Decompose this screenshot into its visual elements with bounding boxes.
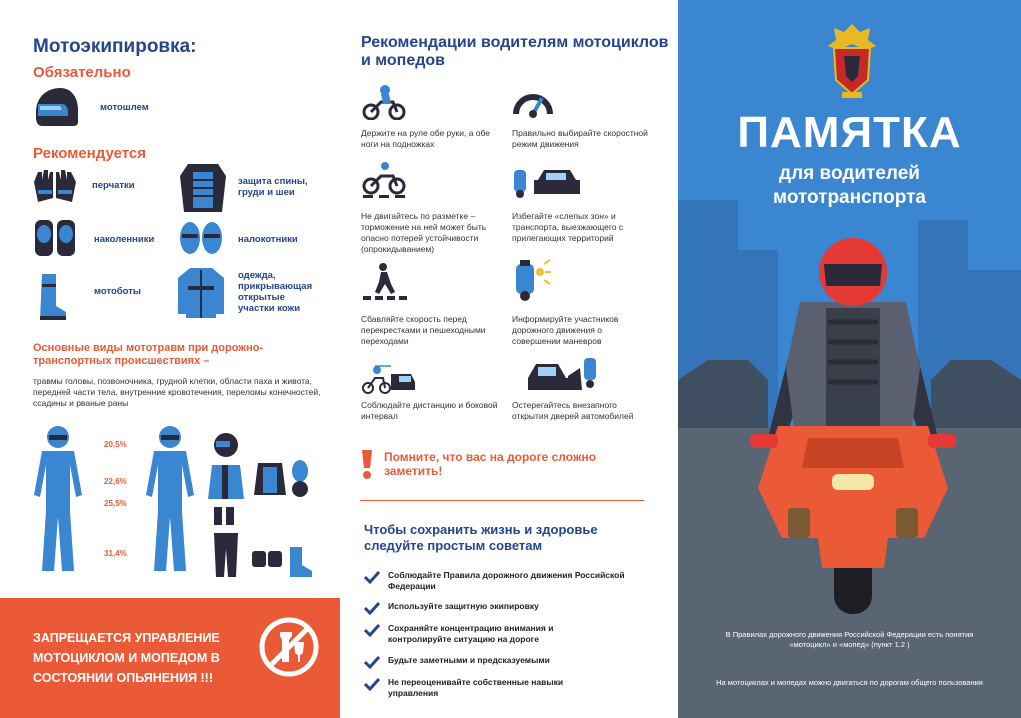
- mandatory-heading: Обязательно: [33, 64, 131, 81]
- speedometer-icon: [512, 84, 554, 118]
- rec-blind-zones: Избегайте «слепых зон» и транспорта, выезжающего с прилегающих территорий: [512, 211, 624, 243]
- recommendations-panel: [340, 0, 678, 718]
- blind-zone-icon: [512, 166, 582, 200]
- injuries-title: Основные виды мототравм при дорожно-транспортных происшествиях –: [33, 342, 264, 367]
- gloves-icon: [32, 168, 78, 204]
- pct-limbs: 31,4%: [104, 549, 127, 558]
- back-protection-label: защита спины, груди и шеи: [238, 176, 308, 198]
- equipment-title: Мотоэкипировка:: [33, 36, 197, 57]
- elbow-pads-icon: [178, 218, 224, 258]
- cover-title: ПАМЯТКА: [737, 108, 962, 157]
- exclamation-icon: [360, 448, 374, 480]
- helmet-label: мотошлем: [100, 102, 149, 113]
- boots-icon: [36, 272, 68, 322]
- knee-pads-icon: [33, 216, 77, 260]
- gloves-label: перчатки: [92, 180, 135, 191]
- police-emblem-icon: [826, 22, 878, 102]
- rec-marking: Не двигайтесь по разметке – торможение на ней может быть опасно потерей устойчивости (опрокидыванием): [361, 211, 487, 254]
- knee-pads-label: наколенники: [94, 234, 155, 245]
- cover-subtitle-line2: мототранспорта: [773, 187, 926, 208]
- cover-panel: [678, 0, 1021, 718]
- tip-text: Сохраняйте концентрацию внимания и контролируйте ситуацию на дороге: [388, 623, 554, 644]
- divider: [360, 500, 644, 501]
- check-icon: [364, 570, 380, 584]
- motorcyclist-illustration: [748, 238, 958, 618]
- check-icon: [364, 677, 380, 691]
- tip-text: Будьте заметными и предсказуемыми: [388, 655, 550, 665]
- cover-note-1: В Правилах дорожного движения Российской Федерации есть понятия «мотоцикл» и «мопед» (пункт 1.2 ): [725, 630, 974, 649]
- tip-text: Используйте защитную экипировку: [388, 601, 539, 611]
- clothes-label: одежда, прикрывающая открытые участки кожи: [238, 270, 313, 314]
- check-icon: [364, 655, 380, 669]
- rec-distance: Соблюдайте дистанцию и боковой интервал: [361, 400, 498, 421]
- rec-signals: Информируйте участников дорожного движения о совершении маневров: [512, 314, 619, 346]
- no-alcohol-icon: [258, 616, 320, 678]
- pct-chest: 22,6%: [104, 477, 127, 486]
- distance-icon: [361, 364, 417, 394]
- recommendations-title: Рекомендации водителям мотоциклов и мопедов: [361, 34, 669, 69]
- rec-doors: Остерегайтесь внезапного открытия дверей автомобилей: [512, 400, 634, 421]
- cover-note-2: На мотоциклах и мопедах можно двигаться по дорогам общего пользования: [716, 678, 983, 687]
- cover-subtitle-line1: для водителей: [779, 163, 920, 184]
- jacket-icon: [176, 266, 226, 320]
- drunk-driving-text: ЗАПРЕЩАЕТСЯ УПРАВЛЕНИЕ МОТОЦИКЛОМ И МОПЕДОМ В СОСТОЯНИИ ОПЬЯНЕНИЯ !!!: [33, 631, 220, 685]
- pct-abdomen: 25,5%: [104, 499, 127, 508]
- check-icon: [364, 623, 380, 637]
- rec-crossings: Сбавляйте скорость перед перекрестками и пешеходными переходами: [361, 314, 486, 346]
- recommended-heading: Рекомендуется: [33, 145, 146, 162]
- remember-text: Помните, что вас на дороге сложно заметить!: [384, 450, 597, 478]
- tip-text: Соблюдайте Правила дорожного движения Российской Федерации: [388, 570, 625, 591]
- car-door-icon: [526, 356, 600, 396]
- rider-both-hands-icon: [361, 84, 407, 120]
- drunk-driving-banner: [0, 598, 340, 718]
- rider-figure-1-icon: [30, 425, 86, 575]
- road-marking-icon: [361, 162, 407, 198]
- tip-text: Не переоценивайте собственные навыки управления: [388, 677, 564, 698]
- crosswalk-icon: [361, 262, 407, 302]
- equipment-panel: [0, 0, 340, 718]
- tips-title: Чтобы сохранить жизнь и здоровье следуйте простым советам: [364, 522, 598, 553]
- injury-figures: [30, 425, 330, 590]
- pct-head: 20,5%: [104, 440, 127, 449]
- rider-figure-2-icon: [142, 425, 198, 575]
- helmet-icon: [32, 86, 80, 128]
- boots-label: мотоботы: [94, 286, 141, 297]
- injuries-text: травмы головы, позвоночника, грудной клетки, области паха и живота, передней части тела, внутренние кровотечения, переломы конечностей, ссадины и рваные раны: [33, 376, 321, 408]
- signal-maneuver-icon: [512, 258, 552, 302]
- cover-subtitle: [678, 162, 1021, 210]
- gear-set-icon: [208, 429, 318, 579]
- rec-speed: Правильно выбирайте скоростной режим движения: [512, 128, 648, 149]
- back-protector-icon: [178, 162, 228, 214]
- elbow-pads-label: налокотники: [238, 234, 298, 245]
- rec-hands: Держите на руле обе руки, а обе ноги на подножках: [361, 128, 491, 149]
- check-icon: [364, 601, 380, 615]
